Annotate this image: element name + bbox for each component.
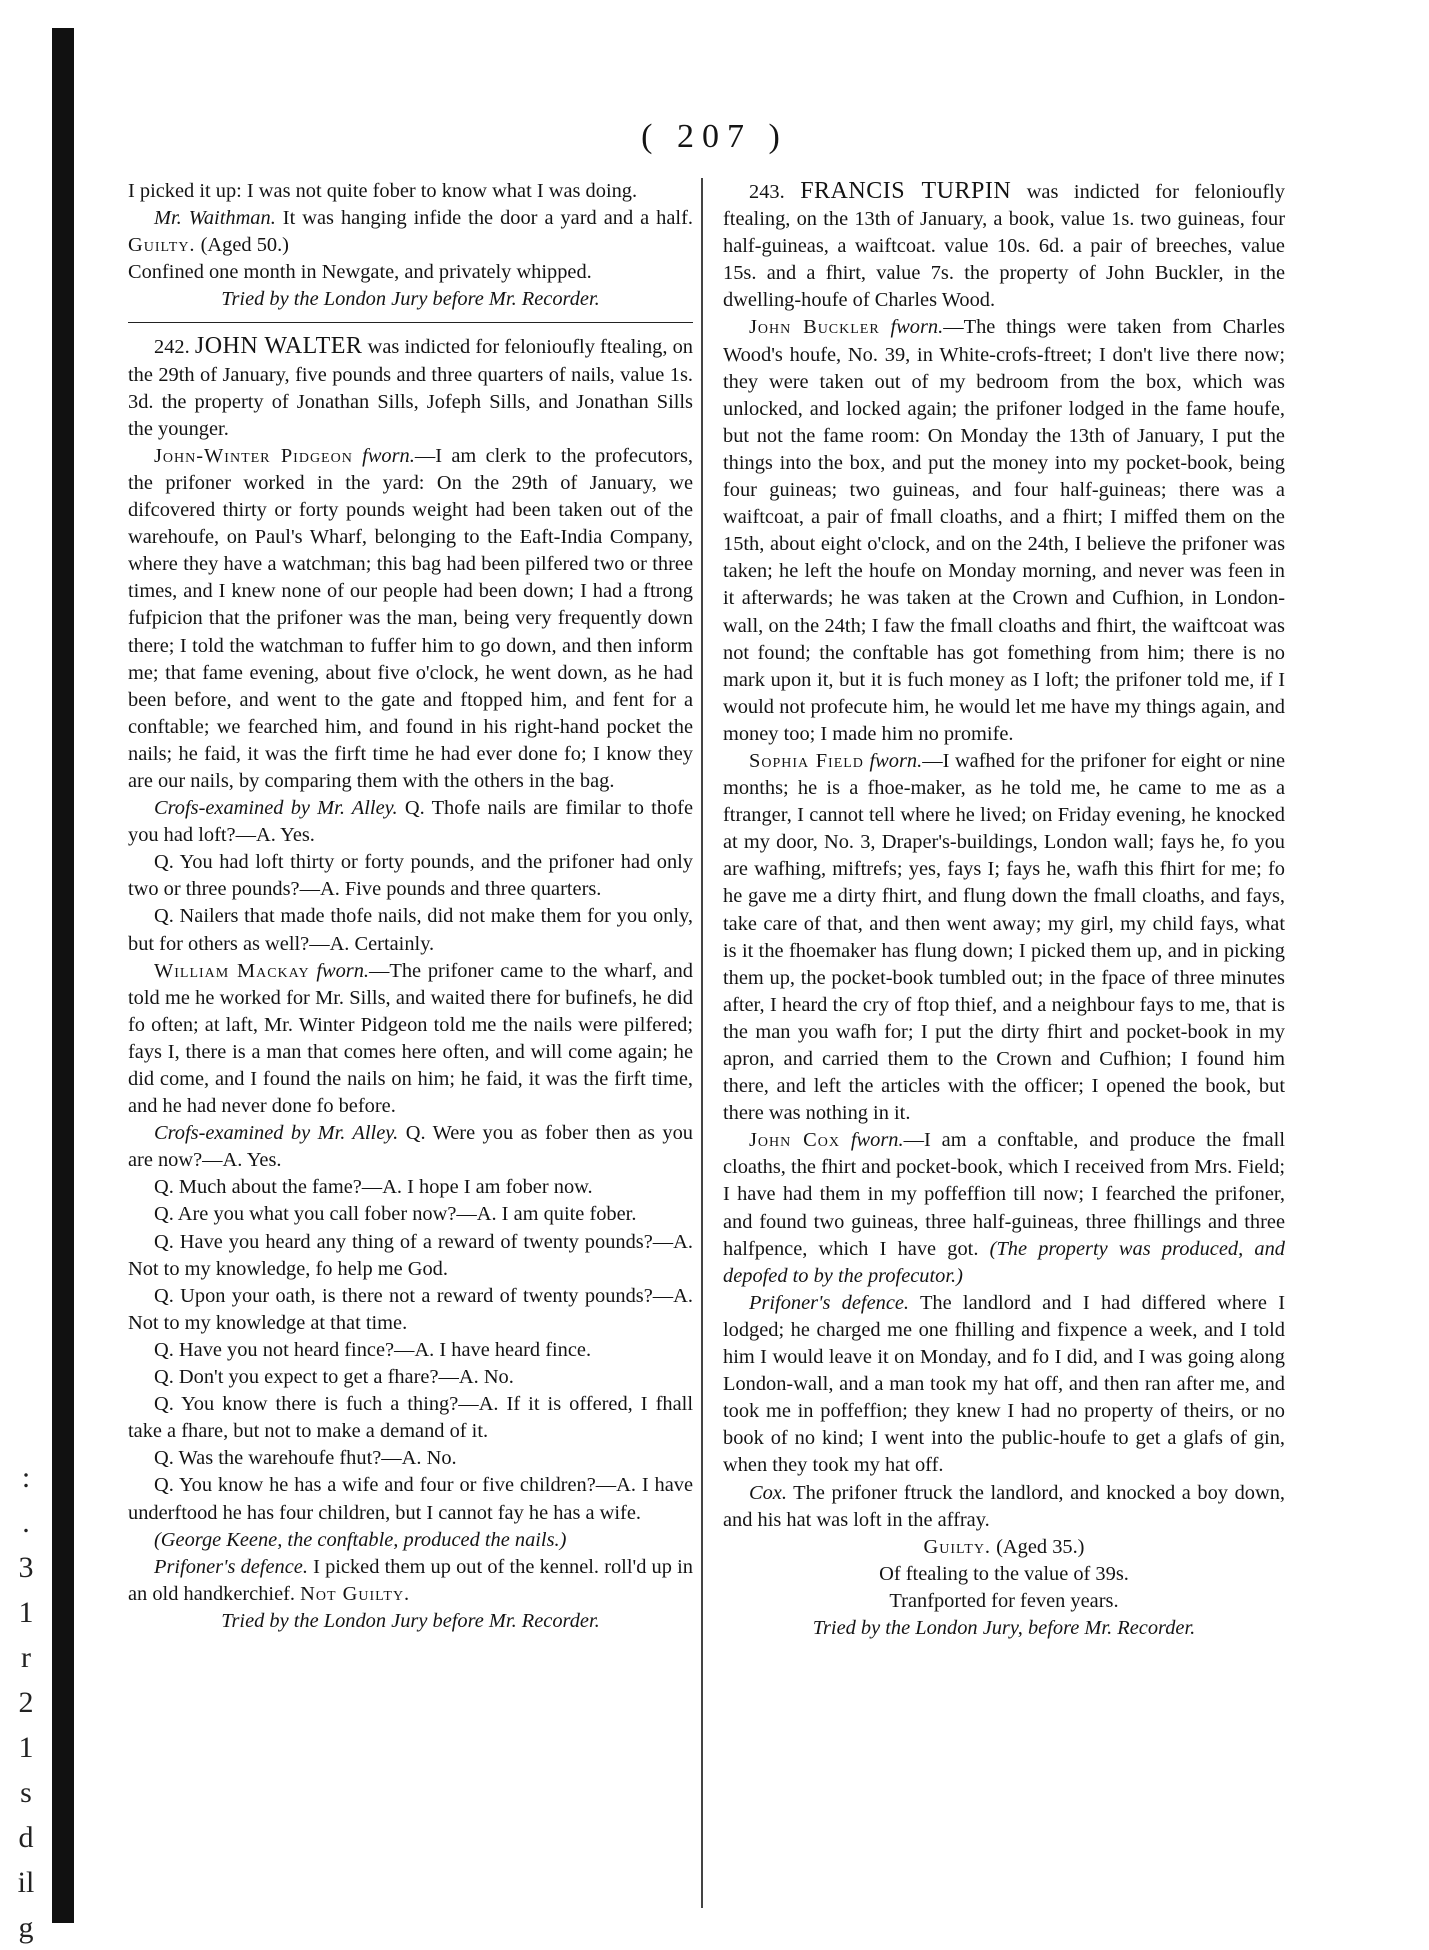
- right-column: [723, 178, 1285, 1642]
- question: Q. Have you heard any thing of a reward of twenty pounds?—A. Not to my knowledge, fo help me God.: [128, 1230, 693, 1280]
- question: Q. Don't you expect to get a fhare?—A. No.: [154, 1366, 514, 1389]
- cross-examination: Crofs-examined by Mr. Alley. Q. Were you as fober then as you are now?—A. Yes.: [128, 1122, 693, 1172]
- continued-testimony: I picked it up: I was not quite fober to know what I was doing.: [128, 180, 638, 202]
- question: Q. Have you not heard fince?—A. I have heard fince.: [154, 1338, 592, 1361]
- sentence: Tranfported for feven years.: [889, 1589, 1119, 1612]
- tried-by: Tried by the London Jury before Mr. Recorder.: [221, 288, 600, 311]
- verdict: Not Guilty.: [300, 1582, 411, 1605]
- sentence: Of ftealing to the value of 39s.: [879, 1562, 1129, 1585]
- column-divider: [701, 178, 703, 1908]
- pidgeon-testimony: John-Winter Pidgeon fworn.—I am clerk to the profecutors, the prifoner worked in the yard: On the 29th of January, we difcovered thirty or forty pounds weight had been taken out of the warehoufe, on Paul's Wharf, belonging to the Eaft-India Company, where they have a watchman; this bag had been pilfered two or three times, and I knew none of our people had been down; I had a ftrong fufpicion that the prifoner was the man, being very frequently down there; I told the watchman to fuffer him to go down, and then inform me; that fame evening, about five o'clock, he went down, as he had been before, and went to the gate and ftopped him, and fent for a conftable; we fearched him, and found in his right-hand pocket the nails; he faid, it was the firft time he had ever done fo; I know they are our nails, by comparing them with the others in the bag.: [128, 444, 693, 792]
- question: Q. You know there is fuch a thing?—A. If it is offered, I fhall take a fhare, but not to make a demand of it.: [128, 1393, 693, 1443]
- question: Q. Was the warehoufe fhut?—A. No.: [154, 1447, 457, 1470]
- verdict: Guilty.: [128, 234, 196, 257]
- age: (Aged 35.): [996, 1535, 1085, 1558]
- buckler-testimony: John Buckler fworn.—The things were taken from Charles Wood's houfe, No. 39, in White-crofs-ftreet; I don't live there now; they were taken out of my bedroom from the box, which was unlocked, and locked again; the prifoner lodged in the fame houfe, but not the fame room: On Monday the 13th of January, I put the things into the box, and put the money into my pocket-book, being four guineas; two guineas, and four half-guineas; there was a waiftcoat, a pair of fmall cloaths, and a fhirt; I miffed them on the 15th, about eight o'clock, and on the 24th, I believe the prifoner was taken; he left the houfe on Monday morning, and never was feen in it afterwards; he was taken at the Crown and Cufhion, in London-wall, on the 24th; I faw the fmall cloaths and fhirt, the waiftcoat was not found; the conftable has got fomething from him; there is no mark upon it, but it is fuch money as I loft; the prifoner told me, if I would not profecute him, he would let me have my things again, and money too; I made him no promife.: [723, 316, 1285, 745]
- field-testimony: Sophia Field fworn.—I wafhed for the prifoner for eight or nine months; he is a fhoe-maker, as he told me, he came to me as a ftranger, I cannot tell where he lived; on Friday evening, he knocked at my door, No. 3, Draper's-buildings, London wall; fays he, fo you are wafhing, miftrefs; yes, fays I; fays he, wafh this fhirt for me; fo he gave me a dirty fhirt, and flung down the fmall cloaths, and fays, take care of that, and then went away; my girl, my child fays, what is it the fhoemaker has flung down; I picked them up, and in picking them up, the pocket-book tumbled out; in the fpace of three minutes after, I heard the cry of ftop thief, and a neighbour fays to me, that is the man you wafh for; I put the dirty fhirt and pocket-book in my apron, and carried them to the Crown and Cufhion; I found him there, and left the articles with the officer; I opened the book, but there was nothing in it.: [723, 749, 1285, 1125]
- question: Q. Are you what you call fober now?—A. I am quite fober.: [154, 1203, 637, 1226]
- cox-testimony: John Cox fworn.—I am a conftable, and produce the fmall cloaths, the fhirt and pocket-book, which I received from Mrs. Field; I have had them in my poffeffion till now; I fearched the prifoner, and found two guineas, three half-guineas, three fhillings and three halfpence, which I have got. (The property was produced, and depofed to by the profecutor.): [723, 1129, 1285, 1287]
- case-242-indictment: 242. JOHN WALTER was indicted for felonioufly ftealing, on the 29th of January, five pounds and three quarters of nails, value 1s. 3d. the property of Jonathan Sills, Jofeph Sills, and Jonathan Sills the younger.: [128, 333, 693, 440]
- question: Q. Nailers that made thofe nails, did not make them for you only, but for others as well?—A. Certainly.: [128, 905, 693, 955]
- prisoner-defence: Prifoner's defence. I picked them up out of the kennel. roll'd up in an old handkerchief. Not Guilty.: [128, 1555, 693, 1605]
- cross-examination: Crofs-examined by Mr. Alley. Q. Thofe nails are fimilar to thofe you had loft?—A. Yes.: [128, 797, 694, 847]
- cox-statement: Cox. The prifoner ftruck the landlord, and knocked a boy down, and his hat was loft in the affray.: [723, 1481, 1285, 1531]
- court-note: (The property was produced, and depofed to by the profecutor.): [723, 1237, 1285, 1287]
- tried-by: Tried by the London Jury, before Mr. Recorder.: [812, 1616, 1196, 1639]
- mackay-testimony: William Mackay fworn.—The prifoner came to the wharf, and told me he worked for Mr. Sills, and waited there for bufinefs, he did fo often; at laft, Mr. Winter Pidgeon told me the nails were pilfered; fays I, there is a man that comes here often, and will come again; he did come, and I found the nails on him; he faid, it was the firft time, and he had never done fo before.: [128, 959, 693, 1118]
- case-243-indictment: 243. FRANCIS TURPIN was indicted for felonioufly ftealing, on the 13th of January, a book, value 1s. two guineas, four half-guineas, a waiftcoat. value 10s. 6d. a pair of breeches, value 15s. and a fhirt, value 7s. the property of John Buckler, in the dwelling-houfe of Charles Wood.: [723, 178, 1285, 312]
- age: (Aged 50.): [200, 234, 289, 257]
- defendant-name: FRANCIS TURPIN: [800, 178, 1012, 204]
- waithman-testimony: Mr. Waithman. It was hanging infide the door a yard and a half. Guilty. (Aged 50.): [128, 207, 693, 257]
- verdict-line: [723, 1534, 1285, 1561]
- page-number: ( 207 ): [641, 118, 788, 155]
- court-note: (George Keene, the conftable, produced the nails.): [154, 1528, 567, 1551]
- case-separator: [128, 322, 693, 323]
- sentence: Confined one month in Newgate, and privately whipped.: [128, 261, 592, 284]
- left-column: [128, 178, 693, 1635]
- prisoner-defence: Prifoner's defence. The landlord and I had differed where I lodged; he charged me one fhilling and fixpence a week, and I told him I would leave it on Monday, and fo I did, and I was going along London-wall, and a man took my hat off, and then ran after me, and took me in poffeffion; they knew I had no property of theirs, or no book of no kind; I went into the public-houfe to get a glafs of gin, when they took my hat off.: [723, 1291, 1285, 1477]
- question: Q. You know he has a wife and four or five children?—A. I have underftood he has four children, but I cannot fay he has a wife.: [128, 1474, 693, 1524]
- page-binding-shadow: [52, 28, 74, 1923]
- margin-bleed-text: : . 3 1 r 2 1 s d il g: [17, 1461, 35, 1944]
- question: Q. Much about the fame?—A. I hope I am fober now.: [154, 1176, 593, 1199]
- tried-by: Tried by the London Jury before Mr. Recorder.: [221, 1609, 600, 1632]
- question: Q. Upon your oath, is there not a reward of twenty pounds?—A. Not to my knowledge at that time.: [128, 1284, 693, 1334]
- defendant-name: JOHN WALTER: [194, 333, 363, 360]
- question: Q. You had loft thirty or forty pounds, and the prifoner had only two or three pounds?—A. Five pounds and three quarters.: [128, 851, 693, 901]
- verdict: Guilty.: [923, 1535, 992, 1558]
